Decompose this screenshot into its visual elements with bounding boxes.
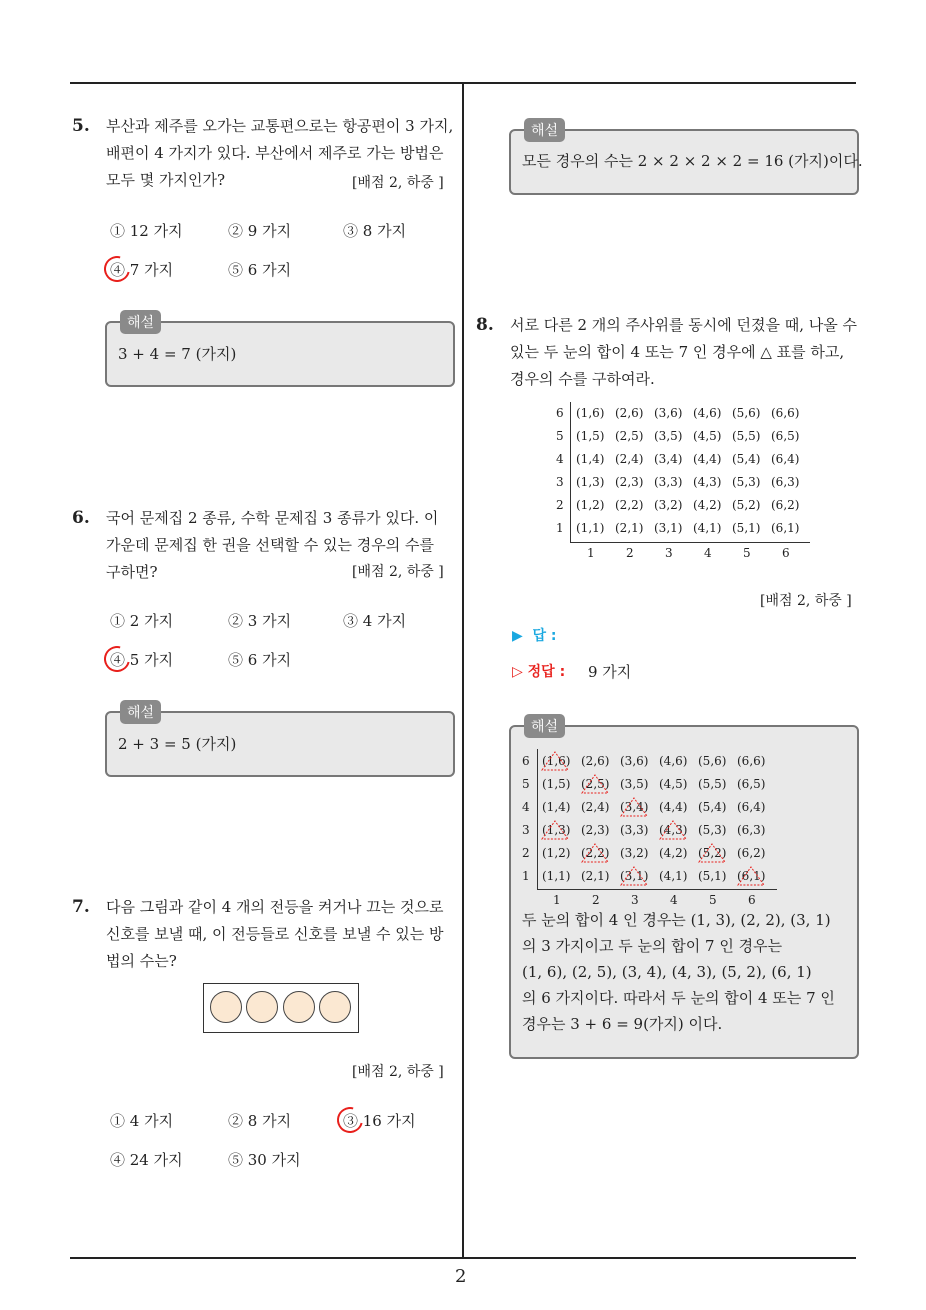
q5-line-3: 모두 몇 가지인가?: [106, 171, 226, 189]
x-label: 5: [743, 546, 751, 560]
cell: (2,1): [615, 521, 644, 535]
cell: (2,6): [615, 406, 644, 420]
x-label: 2: [626, 546, 634, 560]
cell: (6,2): [771, 498, 800, 512]
x-label: 1: [587, 546, 595, 560]
cell: (3,4): [620, 800, 649, 814]
q5-option-2[interactable]: ② 9 가지: [228, 222, 292, 240]
row-label: 5: [522, 777, 530, 791]
q5-score: [배점 2, 하중 ]: [352, 175, 444, 191]
row-label: 1: [556, 521, 564, 535]
x-label: 6: [782, 546, 790, 560]
cell: (3,6): [620, 754, 649, 768]
x-label: 6: [748, 893, 756, 907]
cell: (1,2): [542, 846, 571, 860]
q8-number: 8.: [476, 315, 494, 335]
q7-option-4[interactable]: ④ 24 가지: [110, 1151, 183, 1169]
q7-explain-tag: 해설: [524, 118, 565, 142]
cell: (3,2): [654, 498, 683, 512]
cell: (1,5): [542, 777, 571, 791]
triangle-mark-icon: [621, 798, 647, 816]
correct-answer-value: 9 가지: [588, 663, 632, 681]
cell: (1,4): [542, 800, 571, 814]
cell: (2,4): [581, 800, 610, 814]
correct-answer-label: ▷ 정답 :: [512, 664, 566, 680]
q8-explain-tag: 해설: [524, 714, 565, 738]
q6-line-2: 가운데 문제집 한 권을 선택할 수 있는 경우의 수를: [106, 536, 434, 554]
q7-option-2[interactable]: ② 8 가지: [228, 1112, 292, 1130]
q7-line-2: 신호를 보낼 때, 이 전등들로 신호를 보낼 수 있는 방: [106, 925, 444, 943]
x-label: 4: [704, 546, 712, 560]
q8-score: [배점 2, 하중 ]: [760, 593, 852, 609]
row-label: 3: [522, 823, 530, 837]
cell: (3,6): [654, 406, 683, 420]
cell: (5,2): [732, 498, 761, 512]
q6-score: [배점 2, 하중 ]: [352, 564, 444, 580]
cell: (2,3): [581, 823, 610, 837]
q6-option-4[interactable]: ④ 5 가지: [110, 651, 174, 669]
cell: (3,1): [654, 521, 683, 535]
cell: (1,6): [542, 754, 571, 768]
q5-explain-text: 3 + 4 = 7 (가지): [118, 345, 237, 363]
cell: (6,5): [737, 777, 766, 791]
q8-explain-line-5: 경우는 3 + 6 = 9(가지) 이다.: [522, 1015, 723, 1033]
cell: (5,3): [698, 823, 727, 837]
cell: (5,3): [732, 475, 761, 489]
cell: (4,3): [659, 823, 688, 837]
q8-line-1: 서로 다른 2 개의 주사위를 동시에 던졌을 때, 나올 수: [510, 316, 858, 334]
q6-line-1: 국어 문제집 2 종류, 수학 문제집 3 종류가 있다. 이: [106, 509, 439, 527]
cell: (3,1): [620, 869, 649, 883]
q5-number: 5.: [72, 116, 90, 136]
x-label: 1: [553, 893, 561, 907]
q8-explain-line-1: 두 눈의 합이 4 인 경우는 (1, 3), (2, 2), (3, 1): [522, 911, 831, 929]
cell: (6,1): [737, 869, 766, 883]
cell: (5,6): [732, 406, 761, 420]
q7-number: 7.: [72, 897, 90, 917]
cell: (6,4): [771, 452, 800, 466]
cell: (4,6): [693, 406, 722, 420]
cell: (6,4): [737, 800, 766, 814]
triangle-mark-icon: [699, 844, 725, 862]
cell: (6,5): [771, 429, 800, 443]
q8-line-3: 경우의 수를 구하여라.: [510, 370, 655, 388]
q7-option-5[interactable]: ⑤ 30 가지: [228, 1151, 301, 1169]
x-label: 2: [592, 893, 600, 907]
cell: (2,1): [581, 869, 610, 883]
row-label: 2: [522, 846, 530, 860]
q5-line-1: 부산과 제주를 오가는 교통편으로는 항공편이 3 가지,: [106, 117, 454, 135]
q7-line-3: 법의 수는?: [106, 952, 177, 970]
cell: (1,3): [542, 823, 571, 837]
cell: (6,3): [737, 823, 766, 837]
q7-line-1: 다음 그림과 같이 4 개의 전등을 켜거나 끄는 것으로: [106, 898, 444, 916]
cell: (1,6): [576, 406, 605, 420]
cell: (6,1): [771, 521, 800, 535]
cell: (5,5): [732, 429, 761, 443]
cell: (3,3): [620, 823, 649, 837]
cell: (4,1): [659, 869, 688, 883]
cell: (5,5): [698, 777, 727, 791]
cell: (2,4): [615, 452, 644, 466]
cell: (4,4): [659, 800, 688, 814]
cell: (6,6): [737, 754, 766, 768]
cell: (1,2): [576, 498, 605, 512]
cell: (2,6): [581, 754, 610, 768]
triangle-mark-icon: [621, 867, 647, 885]
q5-option-5[interactable]: ⑤ 6 가지: [228, 261, 292, 279]
q5-option-3[interactable]: ③ 8 가지: [343, 222, 407, 240]
x-label: 5: [709, 893, 717, 907]
triangle-mark-icon: [738, 867, 764, 885]
q7-score: [배점 2, 하중 ]: [352, 1064, 444, 1080]
cell: (4,3): [693, 475, 722, 489]
cell: (1,4): [576, 452, 605, 466]
cell: (1,5): [576, 429, 605, 443]
q8-explain-line-2: 의 3 가지이고 두 눈의 합이 7 인 경우는: [522, 937, 783, 955]
q8-explain-text: [522, 907, 844, 1037]
cell: (6,2): [737, 846, 766, 860]
q6-option-1[interactable]: ① 2 가지: [110, 612, 174, 630]
cell: (6,6): [771, 406, 800, 420]
cell: (5,1): [698, 869, 727, 883]
cell: (1,3): [576, 475, 605, 489]
row-label: 4: [556, 452, 564, 466]
q8-explain-line-3: (1, 6), (2, 5), (3, 4), (4, 3), (5, 2), (6, 1): [522, 963, 812, 981]
cell: (1,1): [576, 521, 605, 535]
cell: (4,6): [659, 754, 688, 768]
row-label: 1: [522, 869, 530, 883]
q5-option-4[interactable]: ④ 7 가지: [110, 261, 174, 279]
row-label: 3: [556, 475, 564, 489]
row-label: 6: [522, 754, 530, 768]
x-label: 3: [665, 546, 673, 560]
triangle-mark-icon: [542, 752, 568, 770]
q8-line-2: 있는 두 눈의 합이 4 또는 7 인 경우에 △ 표를 하고,: [510, 343, 845, 361]
cell: (3,2): [620, 846, 649, 860]
cell: (5,4): [698, 800, 727, 814]
answer-label: ▶ 답 :: [512, 628, 557, 644]
q5-line-2: 배편이 4 가지가 있다. 부산에서 제주로 가는 방법은: [106, 144, 444, 162]
cell: (5,2): [698, 846, 727, 860]
row-label: 6: [556, 406, 564, 420]
cell: (4,5): [659, 777, 688, 791]
row-label: 5: [556, 429, 564, 443]
row-label: 4: [522, 800, 530, 814]
cell: (2,5): [615, 429, 644, 443]
cell: (2,5): [581, 777, 610, 791]
triangle-mark-icon: [582, 844, 608, 862]
q6-explain-text: 2 + 3 = 5 (가지): [118, 735, 237, 753]
x-label: 3: [631, 893, 639, 907]
cell: (1,1): [542, 869, 571, 883]
cell: (5,1): [732, 521, 761, 535]
cell: (3,5): [620, 777, 649, 791]
q6-number: 6.: [72, 508, 90, 528]
cell: (2,2): [581, 846, 610, 860]
triangle-mark-icon: [542, 821, 568, 839]
cell: (5,6): [698, 754, 727, 768]
cell: (4,2): [659, 846, 688, 860]
q5-explain-tag: 해설: [120, 310, 161, 334]
triangle-mark-icon: [660, 821, 686, 839]
q6-explain-tag: 해설: [120, 700, 161, 724]
triangle-mark-icon: [582, 775, 608, 793]
q6-line-3: 구하면?: [106, 563, 158, 581]
cell: (2,2): [615, 498, 644, 512]
cell: (4,5): [693, 429, 722, 443]
x-label: 4: [670, 893, 678, 907]
q7-option-1[interactable]: ① 4 가지: [110, 1112, 174, 1130]
cell: (6,3): [771, 475, 800, 489]
q7-explain-text: 모든 경우의 수는 2 × 2 × 2 × 2 = 16 (가지)이다.: [522, 152, 863, 170]
cell: (3,3): [654, 475, 683, 489]
page-number: 2: [455, 1266, 467, 1287]
q5-option-1[interactable]: ① 12 가지: [110, 222, 183, 240]
cell: (2,3): [615, 475, 644, 489]
q7-option-3[interactable]: ③ 16 가지: [343, 1112, 416, 1130]
cell: (4,2): [693, 498, 722, 512]
cell: (5,4): [732, 452, 761, 466]
cell: (4,4): [693, 452, 722, 466]
cell: (4,1): [693, 521, 722, 535]
cell: (3,4): [654, 452, 683, 466]
q6-option-2[interactable]: ② 3 가지: [228, 612, 292, 630]
q6-option-5[interactable]: ⑤ 6 가지: [228, 651, 292, 669]
cell: (3,5): [654, 429, 683, 443]
row-label: 2: [556, 498, 564, 512]
q8-explain-line-4: 의 6 가지이다. 따라서 두 눈의 합이 4 또는 7 인: [522, 989, 835, 1007]
q6-option-3[interactable]: ③ 4 가지: [343, 612, 407, 630]
